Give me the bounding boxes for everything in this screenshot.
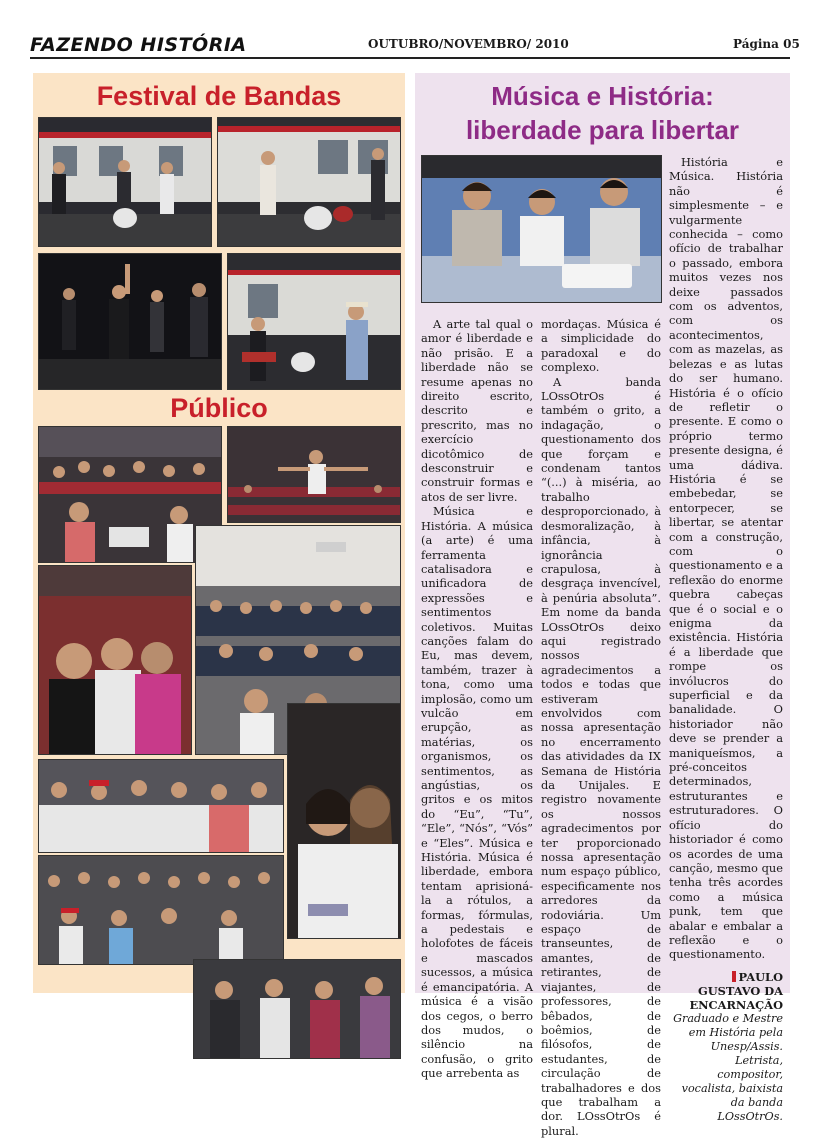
author-bio: Graduado e Mestre em História pela Unesp/Assis. Letrista, compositor, vocalista, baixista da banda LOssOtrOs.	[673, 1011, 783, 1123]
article-col-3	[669, 155, 783, 1124]
audience-photo-5	[38, 759, 284, 853]
issue-date: OUTUBRO/NOVEMBRO/ 2010	[368, 37, 569, 51]
audience-photo-7	[38, 855, 284, 965]
band-photo-2	[217, 117, 401, 247]
article-col-2	[541, 317, 661, 1138]
article-panel	[415, 73, 790, 1138]
author-marker	[732, 971, 736, 982]
festival-panel	[33, 73, 405, 993]
author-name: PAULO GUSTAVO DA ENCARNAÇÃO	[689, 969, 783, 1012]
audience-photo-8	[193, 959, 401, 1059]
col1-para-1: A arte tal qual o amor é liberdade e não prisão. E a liberdade não se resume apenas no direito escrito, descrito e prescrito, mas no exercício dicotômico de desconstruir e construir formas e atos de ser livre.	[421, 317, 533, 504]
page-number: Página 05	[733, 37, 800, 51]
panel-photo	[421, 155, 662, 303]
col1-para-2: Música e História. A música (a arte) é uma ferramenta catalisadora e unificadora de expressões e sentimentos coletivos. Muitas canções falam do Eu, mas devem, também, trazer à tona, como uma implosão, como um vulcão em erupção, as matérias, os organismos, os sentimentos, as angústias, os gritos e os mitos do “Eu”, “Tu”, “Ele”, “Nós”, “Vós” e “Eles”. Música e História. Música é liberdade, embora tentam aprisioná-la a rótulos, a formas, fórmulas, a pedestais e holofotes de fáceis e mascados sucessos, a música é emancipatória. A música é a visão dos cegos, o berro dos mudos, o silêncio na confusão, o grito que arrebenta as	[421, 504, 533, 1081]
band-photo-4	[227, 253, 401, 390]
col2-para-1: mordaças. Música é a simplicidade do paradoxal e do complexo.	[541, 317, 661, 375]
audience-photo-3	[38, 565, 192, 755]
band-photo-1	[38, 117, 212, 247]
audience-photo-6	[287, 703, 401, 939]
audience-title: Público	[170, 393, 268, 423]
header-rule	[30, 57, 790, 59]
article-title-line2: liberdade para libertar	[465, 115, 740, 145]
article-title-line1: Música e História:	[491, 81, 714, 111]
band-photo-3	[38, 253, 222, 390]
audience-photo-2	[227, 426, 401, 523]
col2-para-2: A banda LOssOtrOs é também o grito, a indagação, o questionamento dos que forçam e condenam tantos “(...) à miséria, ao trabalho desproporcionado, à desmoralização, à infância, à ignorância crapulosa, à desgraça invencível, à penúria absoluta”. Em nome da banda LOssOtrOs deixo aqui registrado nossos agradecimentos a todos e todas que estiveram envolvidos com nossa apresentação no encerramento das atividades da IX Semana de História da Unijales. E registro novamente os nossos agradecimentos por ter proporcionado nossa apresentação num espaço público, especificamente nos arredores da rodoviária. Um espaço de transeuntes, de amantes, de retirantes, de viajantes, de professores, de bêbados, de boêmios, de filósofos, de estudantes, de circulação de trabalhadores e dos que trabalham a dor. LOssOtrOs é plural.	[541, 374, 661, 1138]
masthead: FAZENDO HISTÓRIA	[30, 34, 247, 56]
col3-para-1: História e Música. História não é simplesmente – e vulgarmente conhecida – como ofício de trabalhar o passado, embora muitos vezes nos deixe passados com os adventos, com os acontecimentos, com as mazelas, as belezas e as lutas do ser humano. História é o ofício de refletir o presente. E como o próprio termo presente designa, é uma dádiva. História é se embebedar, se entorpecer, se libertar, se atentar com a construção, com o questionamento e a reflexão do enorme quebra cabeças que é o social e o enigma da existência. História é a liberdade que rompe os invólucros do superficial e da banalidade. O historiador não deve se prender a maniqueísmos, a pré-conceitos determinados, estruturantes e estruturadores. O ofício do historiador é como os acordes de uma canção, mesmo que tenha três acordes como a música punk, tem que abalar e embalar a reflexão e o questionamento.	[669, 155, 783, 962]
festival-title: Festival de Bandas	[96, 81, 342, 111]
article-col-1	[421, 317, 533, 1081]
